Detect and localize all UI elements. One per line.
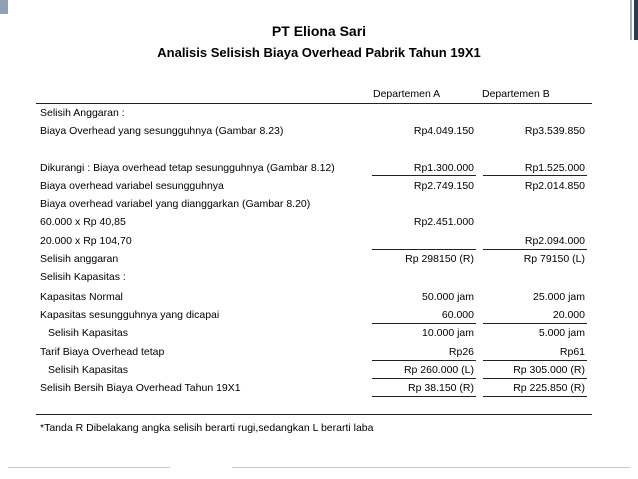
row-label: Biaya overhead variabel sesungguhnya	[40, 180, 224, 192]
cell-dept-b: 20.000	[552, 309, 585, 321]
row-label: Selisih anggaran	[40, 253, 119, 265]
subtotal-line-a	[372, 360, 476, 361]
subtotal-line-a	[372, 249, 476, 250]
cell-dept-a: Rp4.049.150	[413, 125, 474, 137]
row-label: Tarif Biaya Overhead tetap	[40, 346, 165, 358]
subtotal-line-a	[372, 323, 476, 324]
footnote: *Tanda R Dibelakang angka selisih berarti rugi,sedangkan L berarti laba	[40, 422, 374, 434]
cell-dept-b: 25.000 jam	[533, 291, 585, 303]
cell-dept-a: 50.000 jam	[422, 291, 474, 303]
cell-dept-a: Rp1.300.000	[413, 162, 474, 174]
cell-dept-a: 60.000	[441, 309, 474, 321]
cell-dept-a: Rp2.749.150	[413, 180, 474, 192]
corner-accent-left	[0, 0, 8, 14]
cell-dept-b: 5.000 jam	[538, 327, 585, 339]
header-divider	[36, 103, 592, 104]
total-line-a	[372, 396, 476, 397]
total-line-b	[483, 396, 587, 397]
cell-dept-b: Rp2.094.000	[524, 235, 585, 247]
row-label: Dikurangi : Biaya overhead tetap sesungguhnya (Gambar 8.12)	[40, 162, 335, 174]
report-subtitle: Analisis Selisish Biaya Overhead Pabrik Tahun 19X1	[157, 45, 481, 60]
subtotal-line-b	[483, 378, 587, 379]
cell-dept-a: 10.000 jam	[422, 327, 474, 339]
row-label: 60.000 x Rp 40,85	[40, 216, 126, 228]
cell-dept-a: Rp26	[448, 346, 474, 358]
cell-dept-b: Rp2.014.850	[524, 180, 585, 192]
subtotal-line-b	[483, 175, 587, 176]
subtotal-line-b	[483, 360, 587, 361]
subtotal-line-a	[372, 175, 476, 176]
footer-divider	[36, 414, 592, 415]
cell-dept-b: Rp 225.850 (R)	[513, 382, 585, 394]
subtotal-line-a	[372, 378, 476, 379]
row-label: Selisih Kapasitas	[48, 327, 128, 339]
cell-dept-b: Rp 79150 (L)	[523, 253, 585, 265]
slide-footer-line-left	[8, 467, 170, 468]
row-label: Kapasitas Normal	[40, 291, 123, 303]
cell-dept-a: Rp 260.000 (L)	[403, 364, 474, 376]
subtotal-line-b	[483, 249, 587, 250]
column-header-dept-a: Departemen A	[373, 88, 441, 100]
cell-dept-a: Rp 298150 (R)	[405, 253, 474, 265]
column-header-dept-b: Departemen B	[482, 88, 550, 100]
company-title: PT Eliona Sari	[271, 23, 367, 39]
cell-dept-b: Rp 305.000 (R)	[513, 364, 585, 376]
row-label-net: Selisih Bersih Biaya Overhead Tahun 19X1	[40, 382, 241, 394]
row-label: Biaya overhead variabel yang dianggarkan (Gambar 8.20)	[40, 198, 311, 210]
row-label: Selisih Kapasitas	[48, 364, 128, 376]
slide-footer-line-right	[232, 467, 630, 468]
cell-dept-b: Rp1.525.000	[524, 162, 585, 174]
row-label: Kapasitas sesungguhnya yang dicapai	[40, 309, 220, 321]
subtotal-line-b	[483, 323, 587, 324]
cell-dept-a: Rp2.451.000	[413, 216, 474, 228]
row-label: Biaya Overhead yang sesungguhnya (Gambar 8.23)	[40, 125, 284, 137]
cell-dept-b: Rp61	[559, 346, 585, 358]
row-label: 20.000 x Rp 104,70	[40, 235, 132, 247]
cell-dept-a: Rp 38.150 (R)	[408, 382, 474, 394]
row-label: Selisih Kapasitas :	[40, 271, 126, 283]
row-label: Selisih Anggaran :	[40, 107, 125, 119]
cell-dept-b: Rp3.539.850	[524, 125, 585, 137]
